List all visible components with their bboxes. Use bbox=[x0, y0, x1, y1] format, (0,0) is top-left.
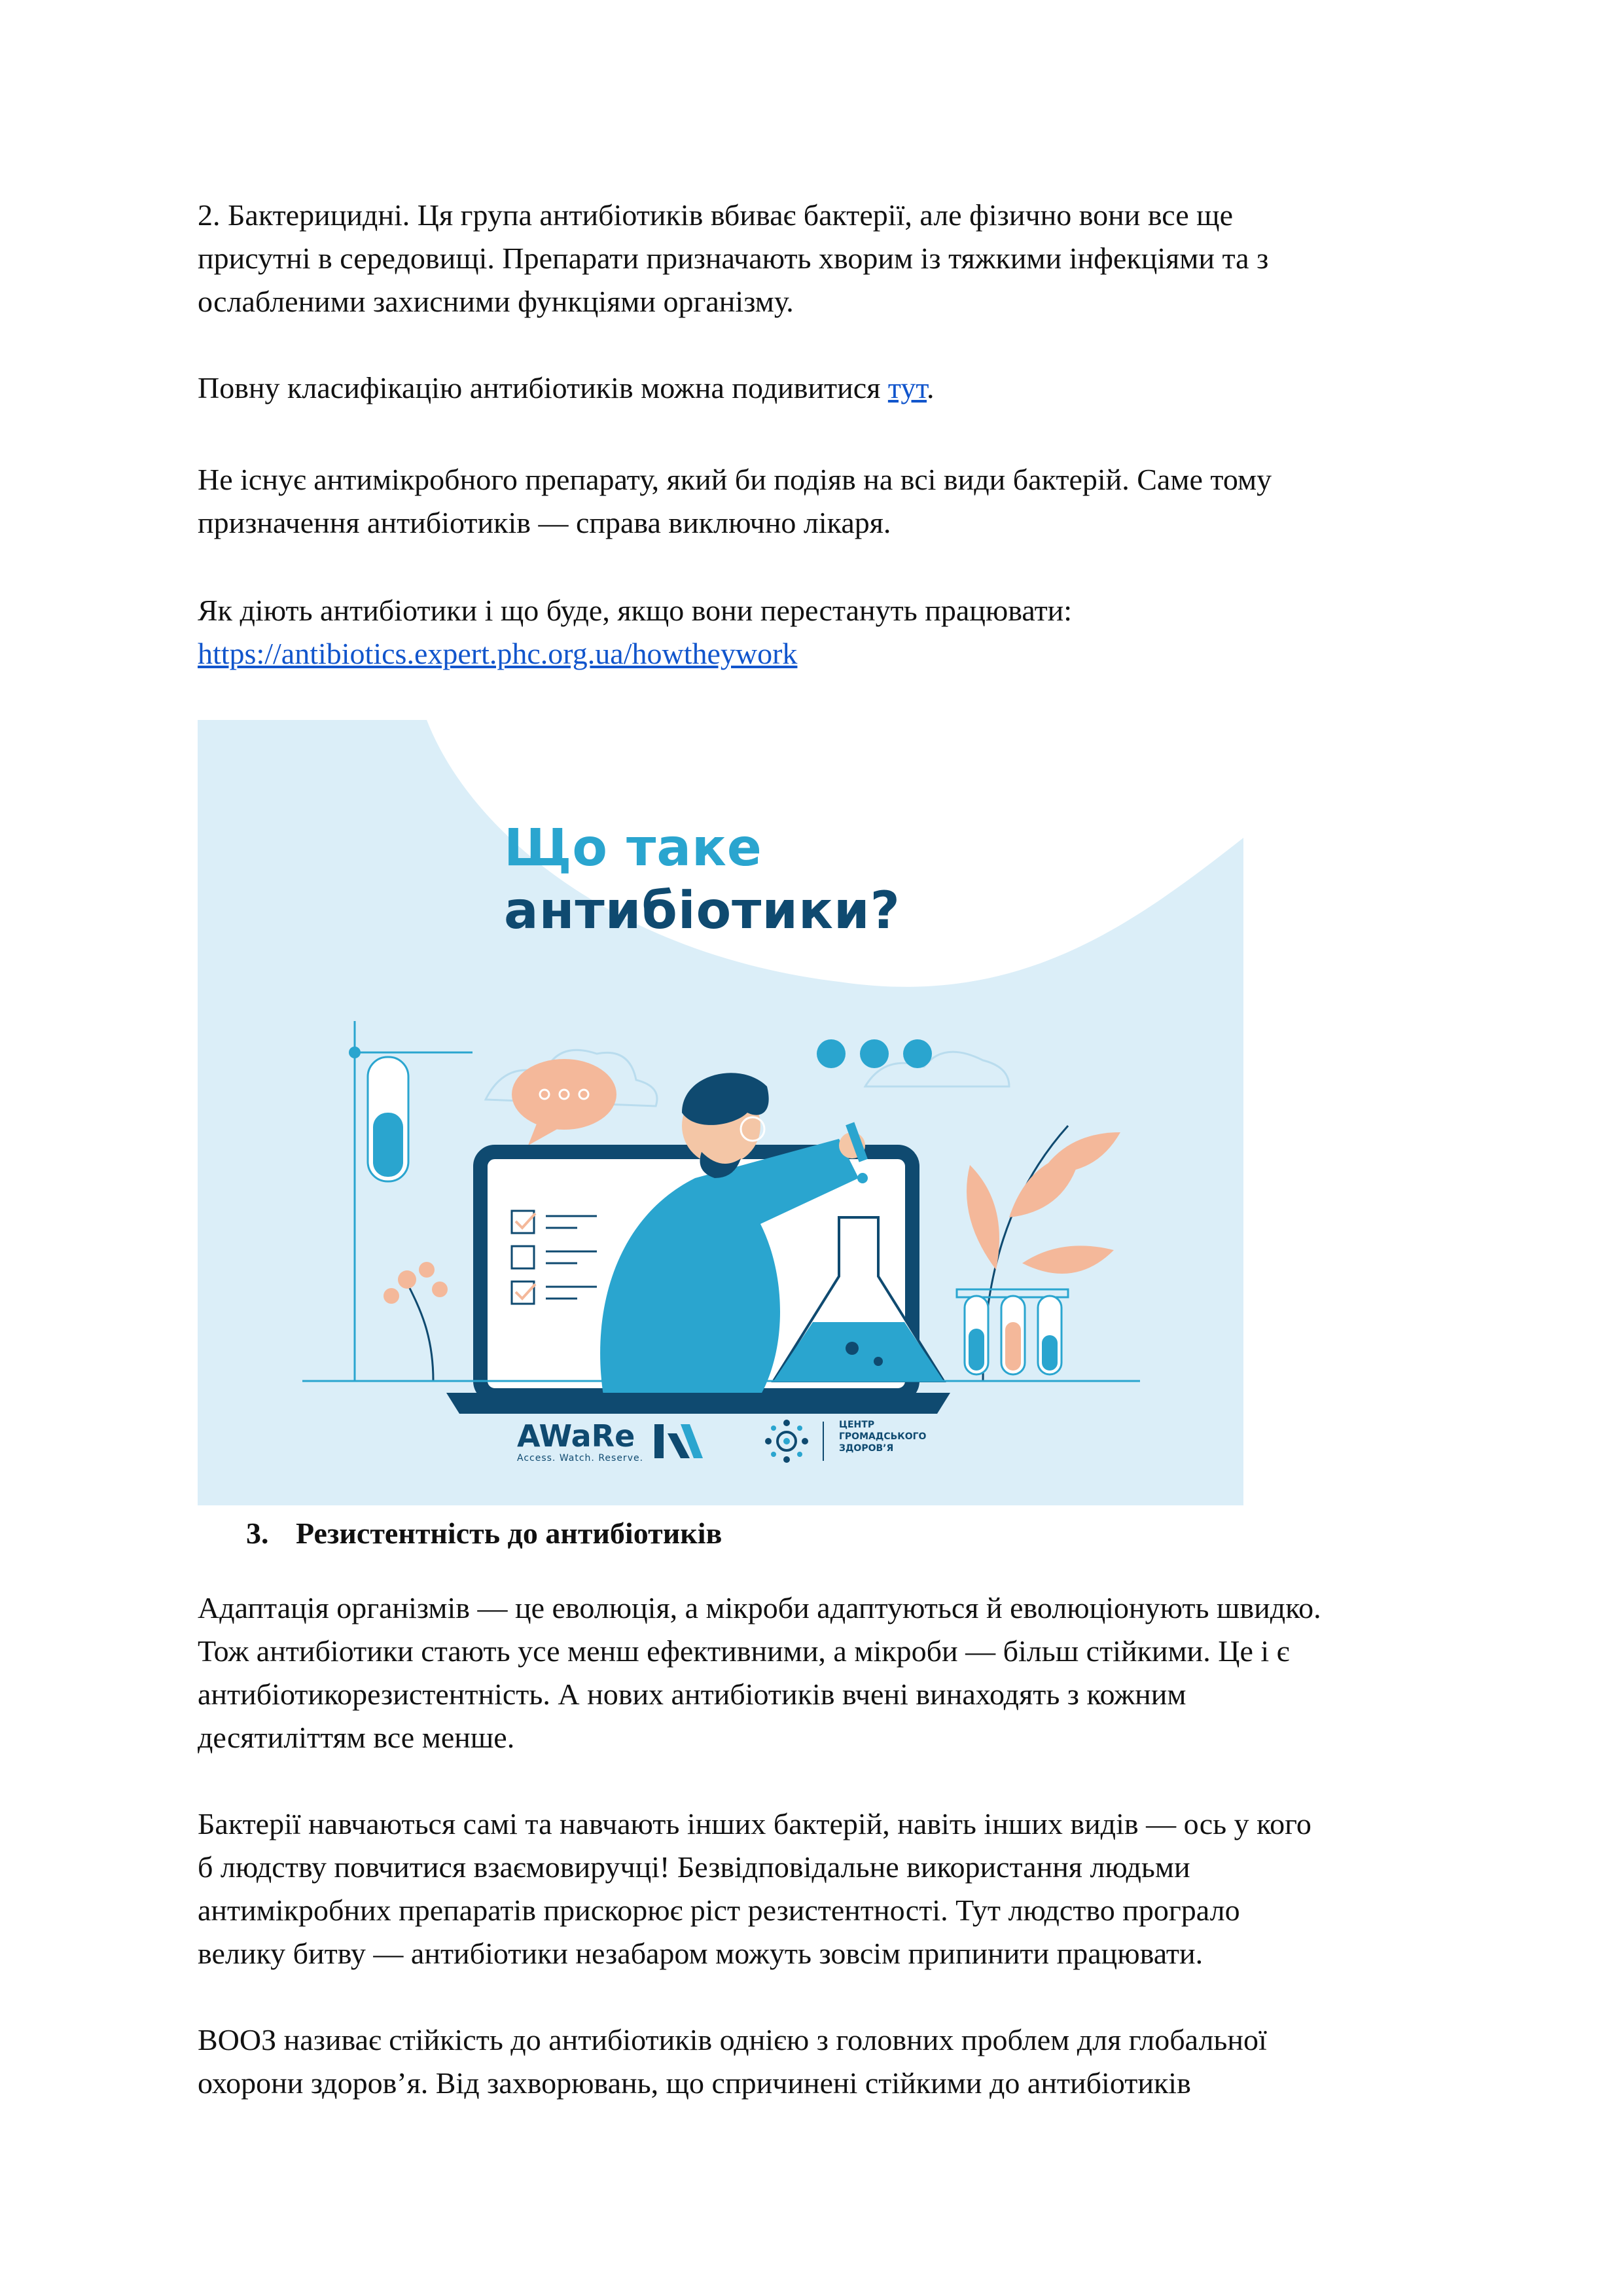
center-logo-line: ГРОМАДСЬКОГО bbox=[839, 1431, 927, 1442]
text-line: 2. Бактерицидні. Ця група антибіотиків вбиває бактерії, але фізично вони все ще bbox=[198, 198, 1234, 232]
public-health-center-logo bbox=[839, 1419, 926, 1454]
paragraph-how-they-work bbox=[198, 589, 1441, 675]
paragraph-who bbox=[198, 2018, 1441, 2105]
text-segment: . bbox=[927, 371, 935, 404]
aware-logo-text: AWaRe bbox=[517, 1418, 635, 1454]
text-line: ослабленими захисними функціями організму. bbox=[198, 285, 794, 318]
text-line: антибіотикорезистентність. А нових антибіотиків вчені винаходять з кожним bbox=[198, 1677, 1186, 1711]
text-line: Бактерії навчаються самі та навчають інших бактерій, навіть інших видів — ось у кого bbox=[198, 1807, 1311, 1840]
text-line: присутні в середовищі. Препарати призначають хворим із тяжкими інфекціями та з bbox=[198, 242, 1269, 275]
text-line: велику битву — антибіотики незабаром можуть зовсім припинити працювати. bbox=[198, 1937, 1204, 1970]
paragraph-bacteria-learning bbox=[198, 1803, 1441, 1975]
text-line: ВООЗ називає стійкість до антибіотиків однією з головних проблем для глобальної bbox=[198, 2023, 1267, 2056]
text-line: десятиліттям все менше. bbox=[198, 1721, 515, 1754]
section-heading bbox=[246, 1512, 722, 1555]
section-number: 3. bbox=[246, 1516, 269, 1550]
text-line: Як діють антибіотики і що буде, якщо вони перестануть працювати: bbox=[198, 594, 1073, 627]
text-line: антимікробних препаратів прискорює ріст резистентності. Тут людство програло bbox=[198, 1893, 1240, 1927]
center-logo-line: ЗДОРОВ’Я bbox=[839, 1443, 894, 1454]
antibiotics-poster bbox=[198, 720, 1243, 1505]
text-line: Тож антибіотики стають усе менш ефективними, а мікроби — більш стійкими. Це і є bbox=[198, 1634, 1290, 1668]
poster-title bbox=[504, 817, 901, 942]
paragraph-bactericidal bbox=[198, 194, 1441, 323]
paragraph-doctor-prescription bbox=[198, 458, 1441, 545]
aware-logo bbox=[517, 1419, 643, 1463]
how-they-work-link[interactable]: https://antibiotics.expert.phc.org.ua/howtheywork bbox=[198, 637, 798, 670]
paragraph-adaptation bbox=[198, 1587, 1441, 1759]
text-line: Адаптація організмів — це еволюція, а мікроби адаптуються й еволюціонують швидко. bbox=[198, 1591, 1321, 1624]
text-line: б людству повчитися взаємовиручці! Безвідповідальне використання людьми bbox=[198, 1850, 1190, 1884]
poster-title-line2: антибіотики? bbox=[504, 882, 901, 941]
aware-tagline: Access. Watch. Reserve. bbox=[517, 1453, 644, 1463]
text-line: Не існує антимікробного препарату, який би подіяв на всі види бактерій. Саме тому bbox=[198, 463, 1272, 496]
text-segment: Повну класифікацію антибіотиків можна подивитися bbox=[198, 371, 888, 404]
center-logo-line: ЦЕНТР bbox=[839, 1420, 875, 1430]
paragraph-classification bbox=[198, 367, 1441, 410]
poster-title-line1: Що таке bbox=[504, 819, 762, 878]
text-line: призначення антибіотиків — справа виключно лікаря. bbox=[198, 506, 891, 539]
text-line: охорони здоров’я. Від захворювань, що спричинені стійкими до антибіотиків bbox=[198, 2066, 1191, 2100]
classification-link[interactable]: тут bbox=[887, 371, 927, 404]
section-title: Резистентність до антибіотиків bbox=[296, 1516, 722, 1550]
